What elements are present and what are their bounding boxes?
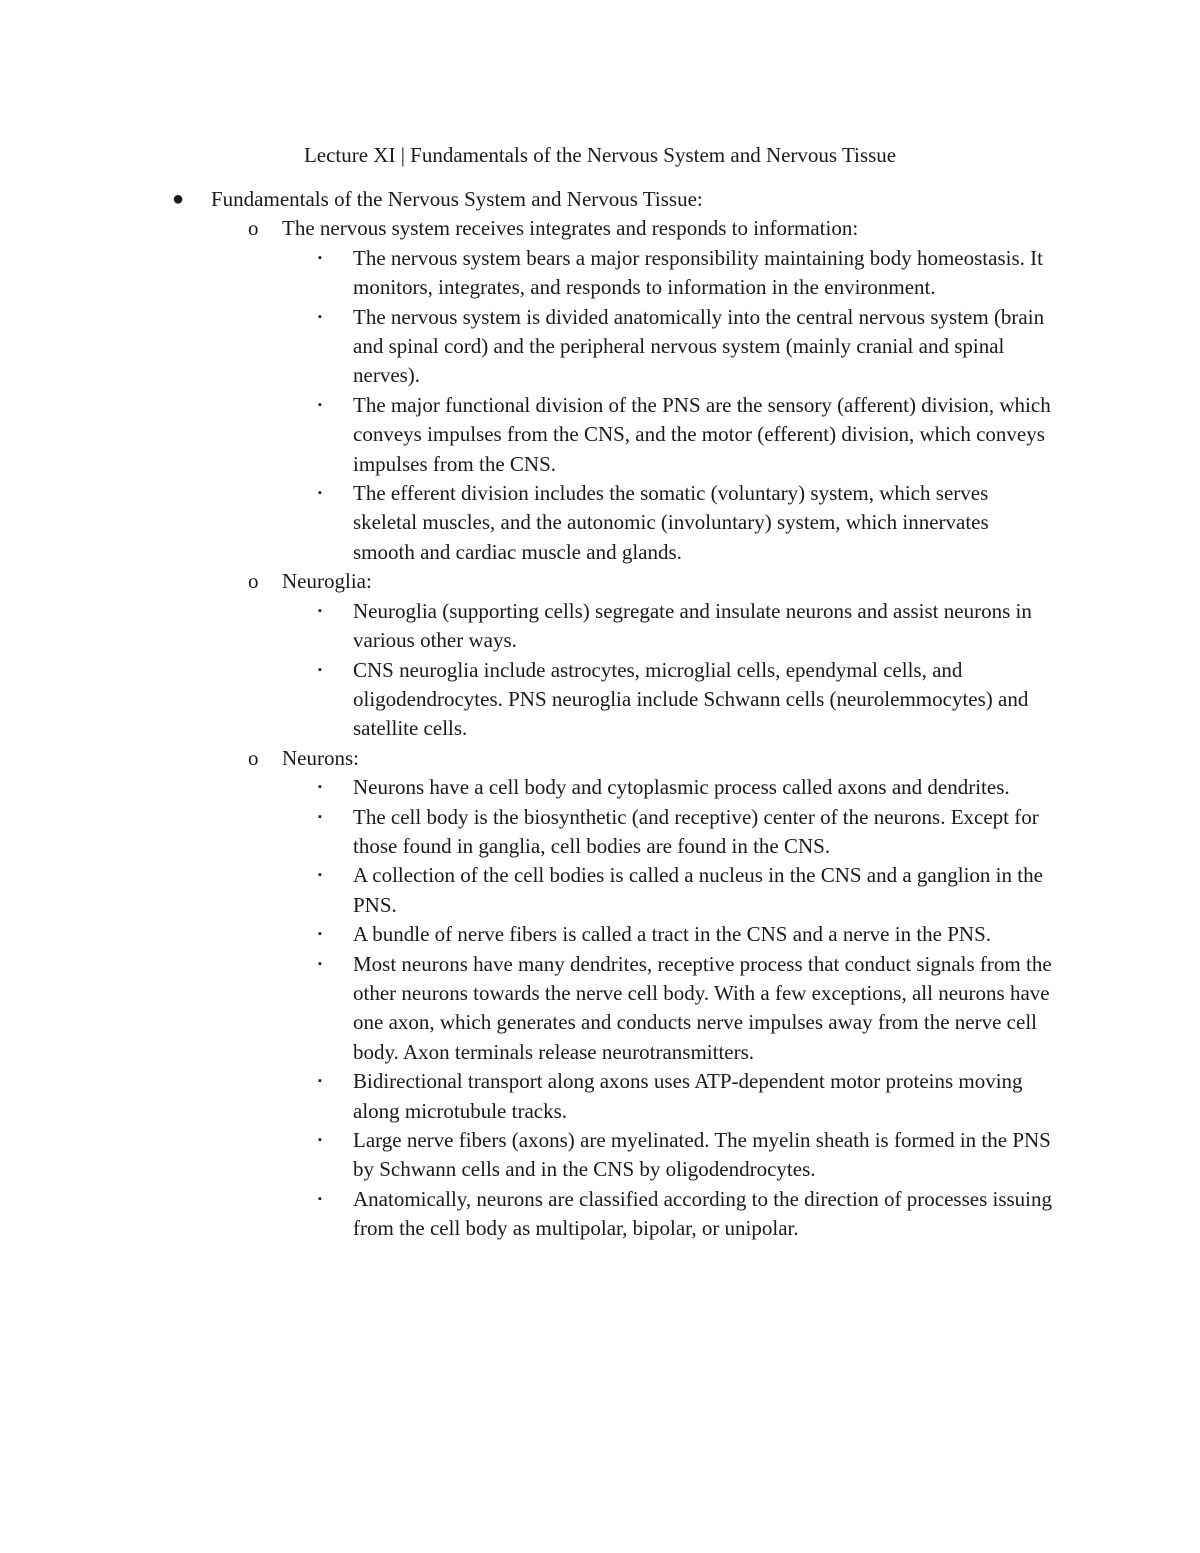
- bullet-square-icon: ▪: [318, 310, 322, 323]
- outline-item-text: The nervous system is divided anatomically into the central nervous system (brain and spinal cord) and the peripheral nervous system (mainly cranial and spinal nerves).: [353, 304, 1045, 388]
- bullet-square-icon: ▪: [318, 398, 322, 411]
- outline-item-text: Bidirectional transport along axons uses ATP-dependent motor proteins moving along microtubule tracks.: [353, 1069, 1023, 1123]
- outline-item-level3: [0, 303, 1053, 391]
- bullet-square-icon: ▪: [318, 251, 322, 264]
- outline-item-level3: [0, 656, 1053, 744]
- bullet-square-icon: ▪: [318, 604, 322, 617]
- outline-item-level1: [0, 185, 1071, 1244]
- outline-item-text: Neurons have a cell body and cytoplasmic process called axons and dendrites.: [353, 775, 1010, 800]
- outline-item-text: Fundamentals of the Nervous System and Nervous Tissue:: [211, 187, 703, 211]
- bullet-square-icon: ▪: [318, 1075, 322, 1088]
- bullet-square-icon: ▪: [318, 810, 322, 823]
- sublist-level3: [282, 597, 1052, 744]
- bullet-square-icon: ▪: [318, 1192, 322, 1205]
- outline-item-text: Most neurons have many dendrites, receptive process that conduct signals from the other neurons towards the nerve cell body. With a few exceptions, all neurons have one axon, which generates and conducts nerve impulses away from the nerve cell body. Axon terminals release neurotransmitters.: [353, 951, 1052, 1064]
- outline-item-text: The nervous system bears a major responsibility maintaining body homeostasis. It monitors, integrates, and responds to information in the environment.: [353, 245, 1043, 300]
- bullet-square-icon: ▪: [318, 781, 322, 794]
- outline-item-level3: [0, 479, 1053, 567]
- outline-item-text: The nervous system receives integrates and responds to information:: [282, 216, 859, 241]
- outline-item-text: CNS neuroglia include astrocytes, microglial cells, ependymal cells, and oligodendrocytes. PNS neuroglia include Schwann cells (neurolemmocytes) and satellite cells.: [353, 657, 1029, 741]
- bullet-square-icon: ▪: [318, 869, 322, 882]
- bullet-square-icon: ▪: [318, 1134, 322, 1146]
- outline-item-level3: [0, 920, 1053, 949]
- outline-item-level3: [0, 1126, 1053, 1185]
- outline-item-level3: [0, 1185, 1053, 1244]
- outline-item-text: Neuroglia (supporting cells) segregate and insulate neurons and assist neurons in various other ways.: [353, 598, 1032, 653]
- document-title: Lecture XI | Fundamentals of the Nervous System and Nervous Tissue: [303, 143, 897, 167]
- sublist-level3: [282, 244, 1052, 567]
- outline-item-level2: [0, 214, 1052, 567]
- outline-item-level3: [0, 597, 1053, 656]
- bullet-circle-icon: o: [248, 569, 259, 594]
- outline-item-text: Large nerve fibers (axons) are myelinated. The myelin sheath is formed in the PNS by Schwann cells and in the CNS by oligodendrocytes.: [353, 1128, 1051, 1182]
- sublist-level2: [211, 214, 1071, 1243]
- outline-item-text: Neuroglia:: [282, 569, 372, 594]
- outline-item-text: The efferent division includes the somatic (voluntary) system, which serves skeletal muscles, and the autonomic (involuntary) system, which innervates smooth and cardiac muscle and glands.: [353, 481, 989, 564]
- outline-item-text: The major functional division of the PNS are the sensory (afferent) division, which conveys impulses from the CNS, and the motor (efferent) division, which conveys impulses from the CNS.: [353, 392, 1051, 476]
- bullet-circle-icon: o: [248, 216, 259, 241]
- outline-item-level3: [0, 803, 1053, 862]
- bullet-square-icon: ▪: [318, 487, 322, 500]
- outline-item-text: A bundle of nerve fibers is called a tract in the CNS and a nerve in the PNS.: [353, 922, 991, 947]
- bullet-square-icon: ▪: [318, 663, 322, 676]
- outline-item-level3: [0, 391, 1053, 479]
- outline-item-level3: [0, 950, 1053, 1068]
- outline-item-level3: [0, 861, 1053, 920]
- bullet-circle-icon: o: [248, 745, 259, 770]
- outline-item-text: Anatomically, neurons are classified according to the direction of processes issuing from the cell body as multipolar, bipolar, or unipolar.: [353, 1186, 1053, 1241]
- bullet-disc-icon: ●: [172, 188, 185, 210]
- outline-item-text: Neurons:: [282, 745, 359, 770]
- outline-item-level3: [0, 773, 1053, 802]
- bullet-square-icon: ▪: [318, 957, 322, 970]
- outline-item-level3: [0, 1067, 1053, 1126]
- outline-item-level2: [0, 567, 1052, 743]
- outline-item-text: A collection of the cell bodies is called a nucleus in the CNS and a ganglion in the PNS.: [353, 863, 1043, 917]
- outline-list: [0, 185, 1200, 1244]
- outline-item-level2: [0, 744, 1052, 1244]
- outline-item-level3: [0, 244, 1053, 303]
- outline-item-text: The cell body is the biosynthetic (and receptive) center of the neurons. Except for those found in ganglia, cell bodies are found in the CNS.: [353, 804, 1039, 858]
- bullet-square-icon: ▪: [318, 928, 322, 941]
- sublist-level3: [282, 773, 1052, 1244]
